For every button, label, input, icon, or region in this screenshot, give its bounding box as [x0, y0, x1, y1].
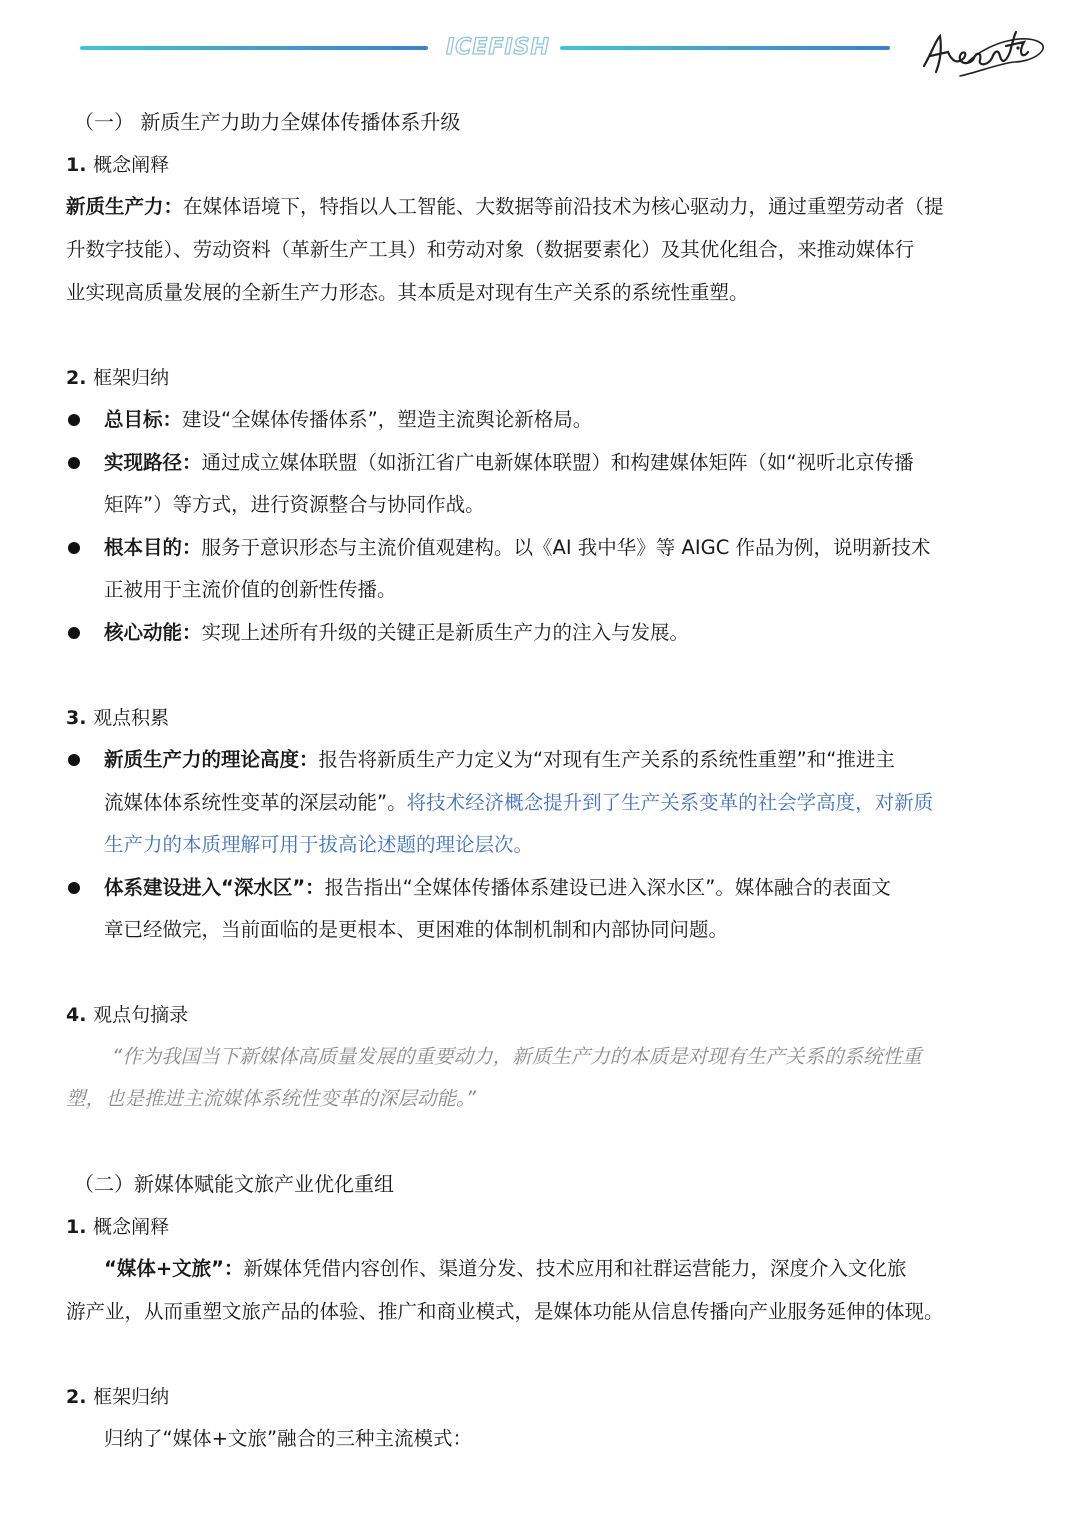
subheading — [66, 1383, 169, 1411]
subheading-text: 观点积累 — [93, 707, 170, 729]
header-line-left — [80, 46, 428, 50]
paragraph-line: 升数字技能）、劳动资料（革新生产工具）和劳动对象（数据要素化）及其优化组合，来推动媒体行 — [66, 238, 915, 261]
term-label: 新质生产力： — [66, 195, 184, 218]
header-line-right — [560, 46, 890, 50]
bullet-line: 矩阵”）等方式，进行资源整合与协同作战。 — [104, 493, 485, 516]
subheading — [66, 704, 169, 732]
text-span: 建设“全媒体传播体系”，塑造主流舆论新格局。 — [182, 408, 593, 431]
subheading-number: 1. — [66, 1216, 87, 1238]
section-title: （一） 新质生产力助力全媒体传播体系升级 — [74, 110, 461, 134]
term-label: 总目标： — [104, 408, 183, 431]
bullet-line: 章已经做完，当前面临的是更根本、更困难的体制机制和内部协同问题。 — [104, 918, 729, 941]
text-span: 流媒体体系统性变革的深层动能”。 — [104, 791, 407, 814]
term-label: 核心动能： — [104, 621, 202, 644]
term-label: “媒体+文旅”： — [104, 1257, 244, 1280]
bullet-line — [104, 449, 914, 477]
bullet-dot — [68, 542, 80, 554]
icefish-logo: ICEFISH — [446, 35, 550, 60]
bullet-line — [104, 874, 891, 902]
text-span: 实现上述所有升级的关键正是新质生产力的注入与发展。 — [201, 621, 690, 644]
paragraph-line: 游产业，从而重塑文旅产品的体验、推广和商业模式，是媒体功能从信息传播向产业服务延伸的体现。 — [66, 1300, 944, 1323]
text-span: 在媒体语境下，特指以人工智能、大数据等前沿技术为核心驱动力，通过重塑劳动者（提 — [183, 195, 944, 218]
subheading-number: 2. — [66, 367, 87, 389]
bullet-dot — [68, 754, 80, 766]
paragraph-line: 业实现高质量发展的全新生产力形态。其本质是对现有生产关系的系统性重塑。 — [66, 281, 749, 304]
subheading — [66, 1001, 188, 1029]
text-span: 新媒体凭借内容创作、渠道分发、技术应用和社群运营能力，深度介入文化旅 — [243, 1257, 907, 1280]
quote-line: “作为我国当下新媒体高质量发展的重要动力，新质生产力的本质是对现有生产关系的系统性重 — [112, 1045, 922, 1068]
page-header — [0, 0, 1080, 90]
subheading-text: 框架归纳 — [93, 367, 170, 389]
text-span: 报告将新质生产力定义为“对现有生产关系的系统性重塑”和“推进主 — [318, 748, 895, 771]
text-span: 通过成立媒体联盟（如浙江省广电新媒体联盟）和构建媒体矩阵（如“视听北京传播 — [201, 451, 914, 474]
term-label: 新质生产力的理论高度： — [104, 748, 319, 771]
section-title: （二）新媒体赋能文旅产业优化重组 — [74, 1172, 394, 1196]
subheading-text: 概念阐释 — [93, 154, 170, 176]
subheading — [66, 151, 169, 179]
subheading-text: 框架归纳 — [93, 1386, 170, 1408]
highlight-line: 生产力的本质理解可用于拔高论述题的理论层次。 — [104, 833, 534, 856]
paragraph-line: 归纳了“媒体+文旅”融合的三种主流模式： — [104, 1427, 473, 1450]
bullet-line: 正被用于主流价值的创新性传播。 — [104, 578, 397, 601]
subheading-text: 观点句摘录 — [93, 1004, 189, 1026]
bullet-line — [104, 746, 895, 774]
bullet-line — [104, 406, 592, 434]
signature-icon — [918, 22, 1048, 80]
subheading-number: 4. — [66, 1004, 87, 1026]
bullet-line — [104, 789, 933, 817]
subheading-number: 3. — [66, 707, 87, 729]
term-label: 实现路径： — [104, 451, 202, 474]
highlight-text: 将技术经济概念提升到了生产关系变革的社会学高度，对新质 — [406, 791, 934, 814]
subheading-text: 概念阐释 — [93, 1216, 170, 1238]
text-span: 报告指出“全媒体传播体系建设已进入深水区”。媒体融合的表面文 — [324, 876, 891, 899]
bullet-line — [104, 534, 931, 562]
bullet-dot — [68, 414, 80, 426]
paragraph-line — [66, 193, 1016, 221]
bullet-dot — [68, 457, 80, 469]
bullet-dot — [68, 627, 80, 639]
subheading — [66, 364, 169, 392]
subheading-number: 2. — [66, 1386, 87, 1408]
subheading-number: 1. — [66, 154, 87, 176]
bullet-dot — [68, 882, 80, 894]
quote-line: 塑，也是推进主流媒体系统性变革的深层动能。” — [66, 1087, 476, 1110]
term-label: 体系建设进入“深水区”： — [104, 876, 325, 899]
bullet-line — [104, 619, 689, 647]
paragraph-line — [104, 1255, 907, 1283]
text-span: 服务于意识形态与主流价值观建构。以《AI 我中华》等 AIGC 作品为例，说明新技术 — [201, 536, 931, 559]
term-label: 根本目的： — [104, 536, 202, 559]
subheading — [66, 1213, 169, 1241]
